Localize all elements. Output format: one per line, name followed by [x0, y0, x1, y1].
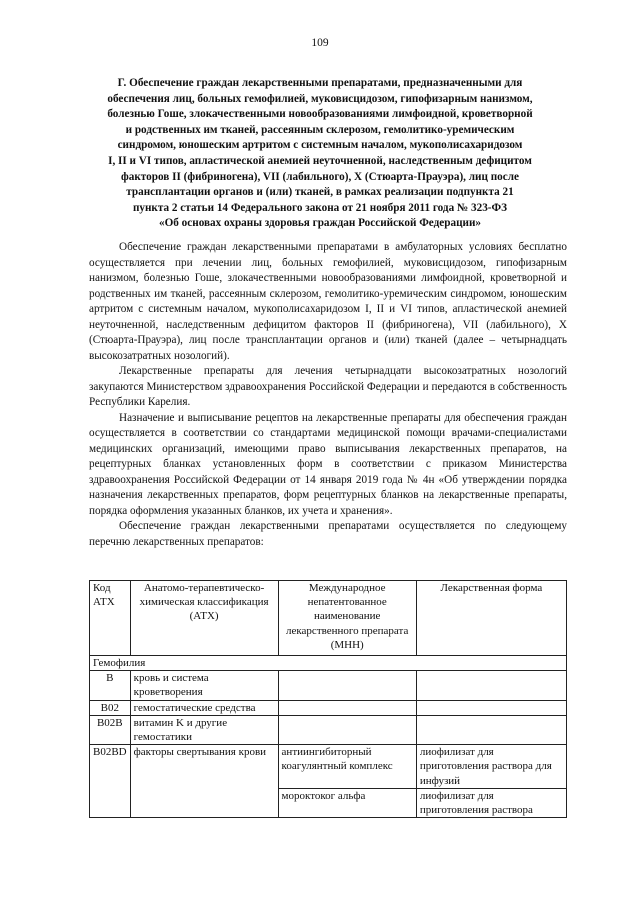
- cell-classification: витамин K и другие гемостатики: [130, 715, 278, 744]
- table-row: [90, 671, 567, 700]
- cell-form: [416, 700, 566, 715]
- title-line: пункта 2 статьи 14 Федерального закона от 21 ноября 2011 года № 323-ФЗ: [132, 201, 508, 214]
- cell-inn: мороктоког альфа: [278, 788, 416, 817]
- cell-classification: факторы свертывания крови: [130, 745, 278, 818]
- header-atx-code: Код АТХ: [90, 581, 131, 656]
- title-line: I, II и VI типов, апластической анемией неуточненной, наследственным дефицитом: [108, 154, 532, 167]
- section-label: Гемофилия: [90, 656, 567, 671]
- body-text: [89, 240, 567, 550]
- table-section-row: [90, 656, 567, 671]
- paragraph: Обеспечение граждан лекарственными препаратами в амбулаторных условиях бесплатно осуществляется при лечении лиц, больных гемофилией, муковисцидозом, гипофизарным нанизмом, болезнью Гоше, злокачественными новообразованиями лимфоидной, кроветворной и родственных им тканей, рассеянным склерозом, гемолитико-уремическим синдромом, юношеским артритом с системным началом, мукополисахаридозом I, II и VI типов, апластической анемией неуточненной, наследственным дефицитом факторов II (фибриногена), VII (лабильного), X (Стюарта-Прауэра), лиц после трансплантации органов и (или) тканей (далее – четырнадцать высокозатратных нозологий).: [89, 241, 567, 362]
- header-inn: Международное непатентованное наименование лекарственного препарата (МНН): [278, 581, 416, 656]
- title-line: факторов II (фибриногена), VII (лабильного), X (Стюарта-Прауэра), лиц после: [121, 170, 519, 183]
- paragraph: Обеспечение граждан лекарственными препаратами осуществляется по следующему перечню лекарственных препаратов:: [89, 520, 567, 548]
- title-line: трансплантации органов и (или) тканей, в рамках реализации подпункта 21: [126, 186, 514, 199]
- cell-form: лиофилизат для приготовления раствора для инфузий: [416, 745, 566, 789]
- cell-form: лиофилизат для приготовления раствора: [416, 788, 566, 817]
- table-row: [90, 745, 567, 789]
- cell-form: [416, 715, 566, 744]
- header-dosage-form: Лекарственная форма: [416, 581, 566, 656]
- page-number: 109: [311, 37, 329, 49]
- cell-inn: антиингибиторный коагулянтный комплекс: [278, 745, 416, 789]
- paragraph: Лекарственные препараты для лечения четырнадцати высокозатратных нозологий закупаются Министерством здравоохранения Российской Федерации и передаются в собственность Республики Карелия.: [89, 365, 567, 408]
- cell-inn: [278, 700, 416, 715]
- cell-classification: кровь и система кроветворения: [130, 671, 278, 700]
- cell-code: B: [90, 671, 131, 700]
- title-line: болезнью Гоше, злокачественными новообразованиями лимфоидной, кроветворной: [107, 108, 533, 121]
- table-row: [90, 700, 567, 715]
- title-line: Г. Обеспечение граждан лекарственными препаратами, предназначенными для: [117, 77, 523, 89]
- table-row: [90, 715, 567, 744]
- table-header-row: [90, 581, 567, 656]
- cell-form: [416, 671, 566, 700]
- header-atx-classification: Анатомо-терапевтическо-химическая классификация (АТХ): [130, 581, 278, 656]
- title-line: обеспечения лиц, больных гемофилией, муковисцидозом, гипофизарным нанизмом,: [107, 92, 533, 105]
- cell-code: B02BD: [90, 745, 131, 818]
- cell-code: B02: [90, 700, 131, 715]
- cell-classification: гемостатические средства: [130, 700, 278, 715]
- paragraph: Назначение и выписывание рецептов на лекарственные препараты для обеспечения граждан осуществляется в соответствии со стандартами медицинской помощи врачами-специалистами медицинских организаций, имеющими право выписывания лекарственных препаратов, на рецептурных бланках установленных форм в соответствии с приказом Министерства здравоохранения Российской Федерации от 14 января 2019 года № 4н «Об утверждении порядка назначения лекарственных препаратов, форм рецептурных бланков на лекарственные препараты, порядка оформления указанных бланков, их учета и хранения».: [89, 411, 567, 517]
- cell-code: B02B: [90, 715, 131, 744]
- cell-inn: [278, 715, 416, 744]
- title-line: «Об основах охраны здоровья граждан Российской Федерации»: [159, 217, 481, 230]
- drug-list-table: [89, 580, 567, 818]
- section-title: [70, 76, 570, 232]
- title-line: синдромом, юношеским артритом с системным началом, мукополисахаридозом: [117, 139, 523, 152]
- cell-inn: [278, 671, 416, 700]
- title-line: и родственных им тканей, рассеянным склерозом, гемолитико-уремическим: [125, 123, 515, 136]
